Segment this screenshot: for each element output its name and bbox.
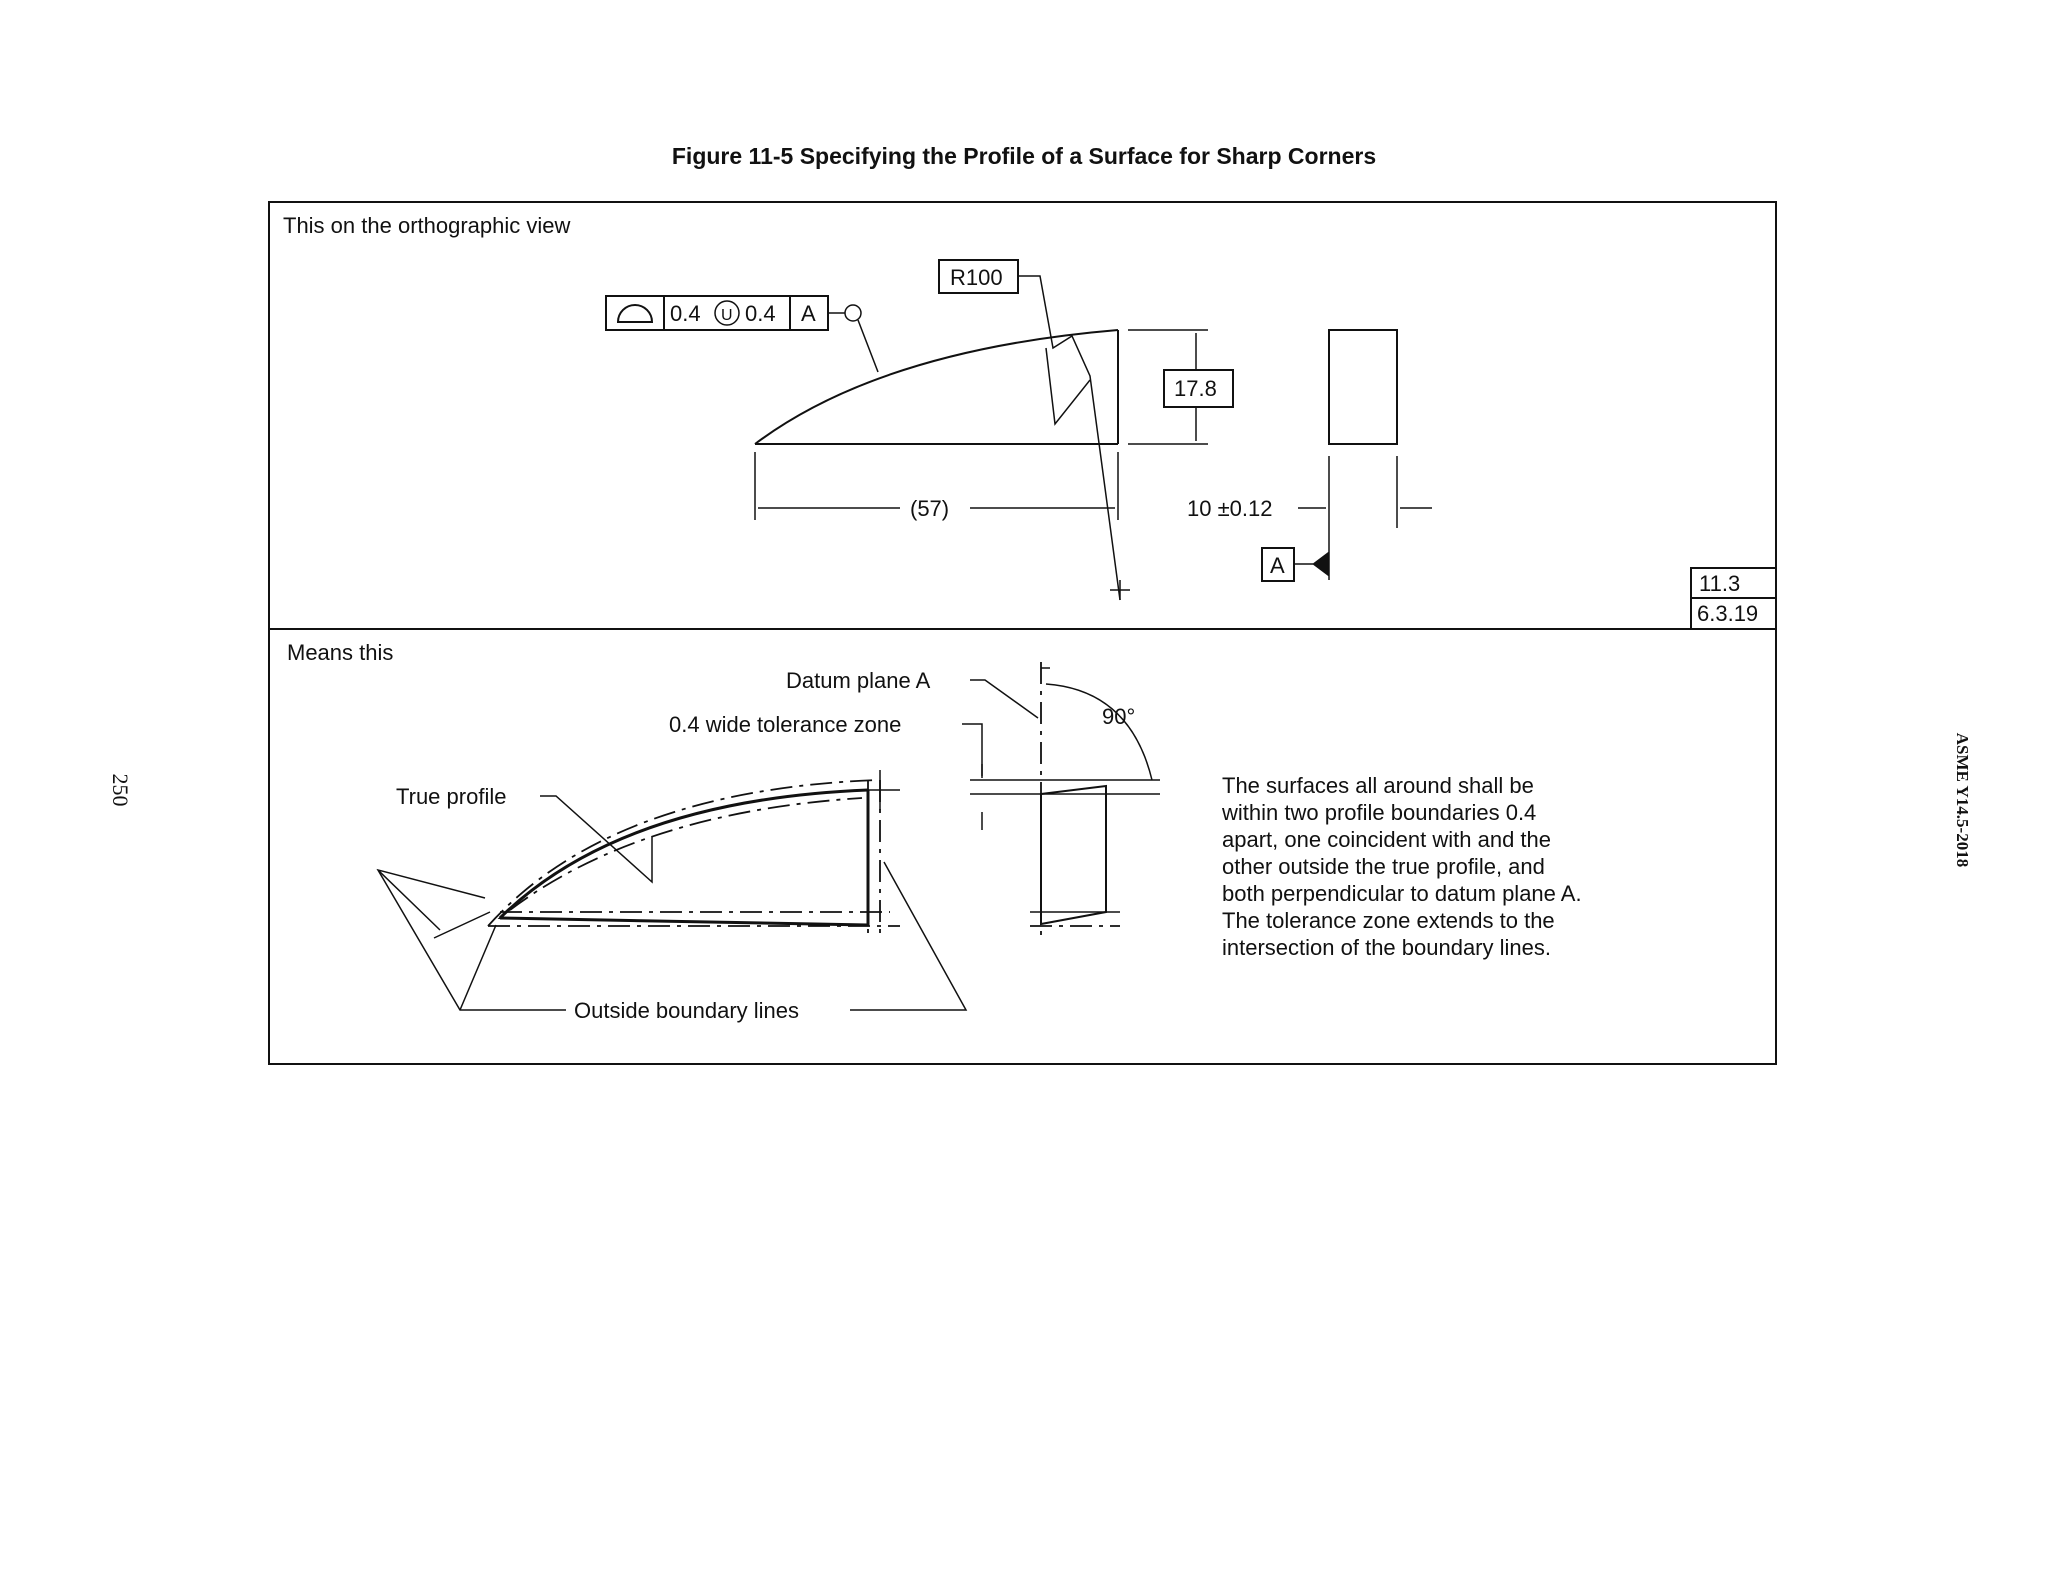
standard-reference: ASME Y14.5-2018 [1953, 732, 1972, 868]
explanation-line-5: both perpendicular to datum plane A. [1222, 881, 1582, 906]
radius-break [1046, 348, 1090, 424]
profile-surface-icon [618, 305, 652, 322]
datum-triangle [1313, 552, 1329, 576]
tolerance-zone-leader [962, 724, 982, 778]
explanation-line-6: The tolerance zone extends to the [1222, 908, 1555, 933]
outside-boundary-leader-left [378, 870, 566, 1010]
reference-2: 6.3.19 [1697, 601, 1759, 626]
datum-plane-label: Datum plane A [786, 668, 931, 693]
explanation-text [1221, 773, 1582, 960]
all-around-icon [845, 305, 861, 321]
reference-1: 11.3 [1699, 571, 1741, 596]
explanation-line-1: The surfaces all around shall be [1222, 773, 1534, 798]
feature-control-frame [606, 296, 878, 372]
datum-label: A [1270, 553, 1285, 578]
part-end-view [1329, 330, 1397, 444]
explanation-line-3: apart, one coincident with and the [1222, 827, 1552, 852]
explanation-line-4: other outside the true profile, and [1222, 854, 1545, 879]
radius-leader [1018, 276, 1120, 600]
true-profile-leader [540, 796, 652, 882]
figure-title: Figure 11-5 Specifying the Profile of a Surface for Sharp Corners [671, 143, 1377, 169]
explanation-line-7: intersection of the boundary lines. [1222, 935, 1551, 960]
fcf-offset: 0.4 [745, 301, 776, 326]
angle-arc [1046, 684, 1152, 780]
explanation-line-2: within two profile boundaries 0.4 [1222, 800, 1537, 825]
length-dim: (57) [910, 496, 950, 521]
page-number: 250 [108, 773, 133, 807]
part-side-view [755, 330, 1118, 444]
bottom-panel-heading: Means this [287, 640, 394, 665]
top-panel-heading: This on the orthographic view [283, 213, 571, 238]
true-profile-label: True profile [396, 784, 507, 809]
outside-boundary-label: Outside boundary lines [574, 998, 800, 1023]
height-dim: 17.8 [1174, 376, 1217, 401]
fcf-leader [858, 320, 878, 372]
fcf-datum: A [801, 301, 816, 326]
angle-label: 90° [1102, 704, 1136, 729]
fcf-modifier: U [721, 307, 733, 324]
width-dim: 10 ±0.12 [1187, 496, 1273, 521]
tolerance-zone-label: 0.4 wide tolerance zone [669, 712, 902, 737]
end-view-zone [1041, 786, 1106, 924]
datum-plane-leader [970, 680, 1038, 718]
fcf-tolerance: 0.4 [670, 301, 701, 326]
radius-label: R100 [950, 265, 1003, 290]
